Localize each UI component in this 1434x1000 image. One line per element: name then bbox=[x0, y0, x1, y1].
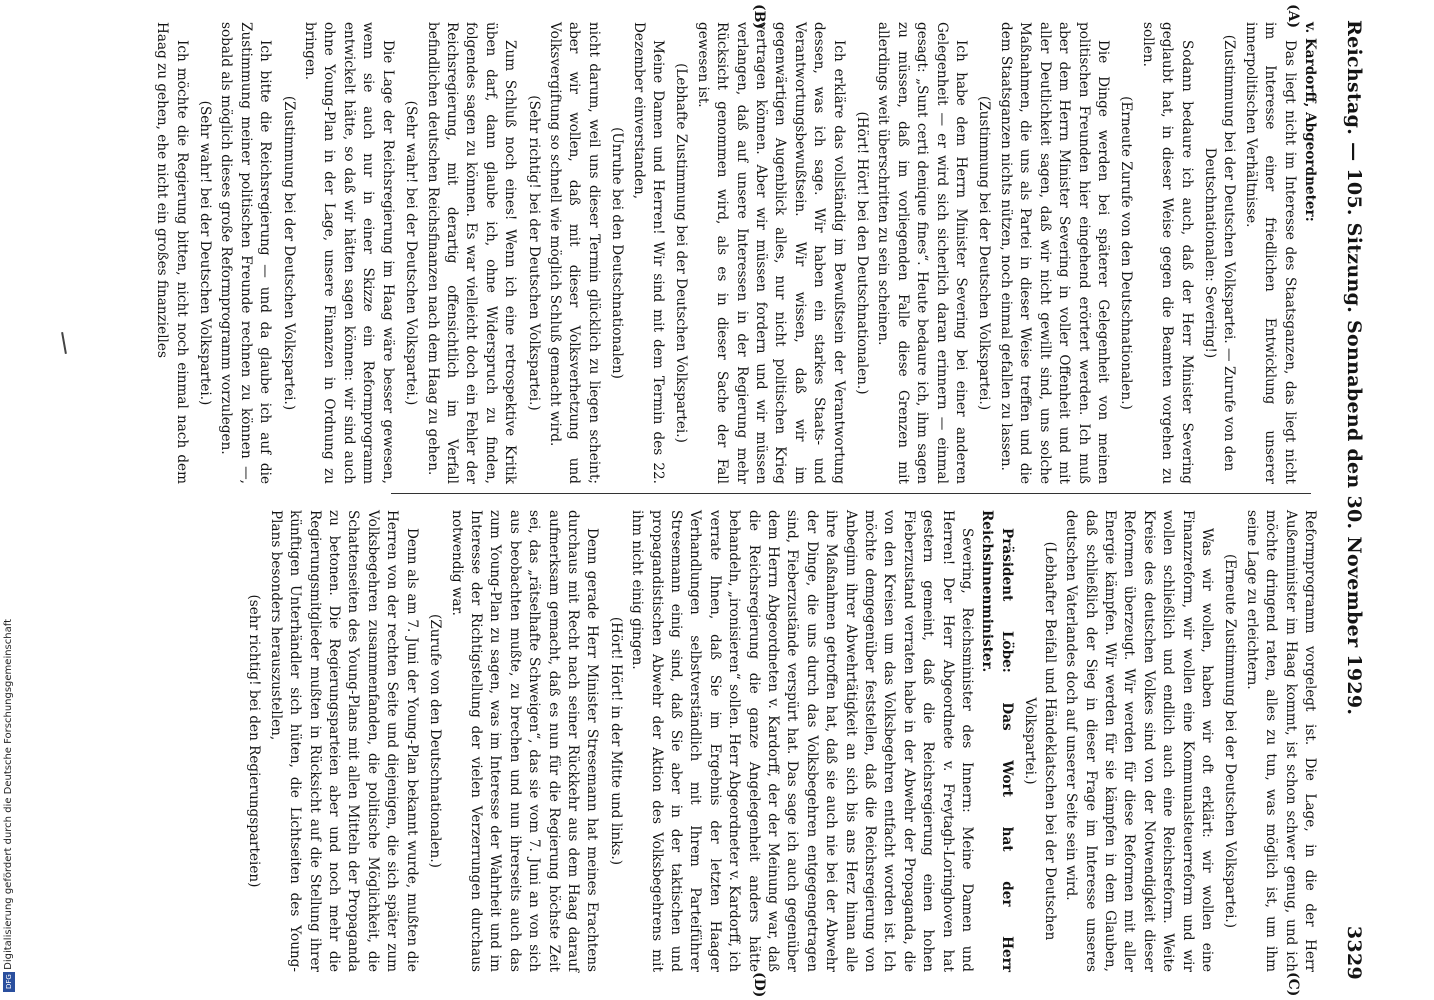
paragraph: Reformprogramm vorgelegt ist. Die Lage, in die der Herr Außenminister im Haag kommt, ist schon schwer genug, und ich möchte dringend raten, alles zu tun, was möglich ist, um ihm seine Lage zu erleichtern. bbox=[1243, 510, 1318, 972]
interjection: (Zustimmung bei der Deutschen Volkspartei.) bbox=[976, 95, 993, 411]
interjection: (Zustimmung bei der Deutschen Volkspartei.) bbox=[280, 95, 297, 411]
interjection: (Zustimmung bei der Deutschen Volkspartei. — Zurufe von den Deutschnationalen: Severing!) bbox=[1201, 34, 1238, 472]
interjection: (Lebhafte Zustimmung bei der Deutschen Volkspartei.) bbox=[673, 63, 690, 443]
paragraph: Die Lage der Reichsregierung im Haag wäre besser gewesen, wenn sie auch nur in einer Skizze ein Reformprogramm entwickelt hätte, so daß wir hätten sagen können: wir sind auch ohne Young-Plan in der Lage, unsere Finanzen in Ordnung zu bringen. bbox=[302, 22, 396, 484]
column-divider bbox=[391, 493, 1311, 494]
dfg-logo: DFG bbox=[3, 972, 15, 992]
speaker-line: v. Kardorff, Abgeordneter: bbox=[1302, 22, 1318, 222]
paragraph: Die Dinge werden bei späterer Gelegenheit von meinen politischen Freunden hier eingehend erörtert werden. Ich muß aber dem Herrn Minister Severing in voller Offenheit und mit aller Deutlichkeit sagen, daß wir nicht gewillt sind, uns solche Maßnahmen, die uns als Partei in dieser Weise treffen und die dem Staatsganzen nichts nützen, noch einmal gefallen zu lassen. bbox=[997, 22, 1111, 484]
paragraph: Ich erkläre das vollständig im Bewußtsein der Verantwortung dessen, was ich sage. Wir haben ein starkes Staats- und Verantwortungsbewußtsein. Wir wissen, daß wir im gegenwärtigen Augenblick alles, nur nicht politischen Krieg vertragen können. Aber wir müssen fordern und wir müssen verlangen, daß auf unsere Interessen in der Regierung mehr Rücksicht genommen wird, als es in dieser Sache der Fall gewesen ist. bbox=[694, 22, 847, 484]
digitization-strip bbox=[0, 604, 18, 1000]
margin-marker-b: (B) bbox=[751, 4, 767, 30]
paragraph: Meine Damen und Herren! Wir sind mit dem Termin des 22. Dezember einverstanden, bbox=[630, 22, 666, 484]
interjection: (Sehr wahr! bei der Deutschen Volkspartei.) bbox=[197, 100, 214, 406]
running-title: Reichstag. — 105. Sitzung. Sonnabend den 30. November 1929. bbox=[1343, 20, 1365, 716]
paragraph: nicht darum, weil uns dieser Termin glücklich zu liegen scheint; aber wir wollen, daß mit dieser Volksverhetzung und Volksvergiftung so schnell wie möglich Schluß gemacht wird. bbox=[546, 22, 602, 484]
interjection: (Zurufe von den Deutschnationalen.) bbox=[427, 614, 444, 868]
paragraph: Das liegt nicht im Interesse des Staatsganzen, das liegt nicht im Interesse einer friedlichen Entwicklung unserer innerpolitischen Verhältnisse. bbox=[1242, 22, 1298, 484]
interjection: (Hört! Hört! bei den Deutschnationalen.) bbox=[854, 111, 871, 395]
interjection: (Unruhe bei den Deutschnationalen) bbox=[609, 127, 626, 379]
rotated-document-page bbox=[137, 0, 1377, 1000]
interjection: (sehr richtig! bei den Regierungsparteien) bbox=[246, 594, 263, 888]
interjection: (Lebhafter Beifall und Händeklatschen bei der Deutschen Volkspartei.) bbox=[1022, 541, 1058, 941]
margin-marker-d: (D) bbox=[751, 972, 767, 998]
right-column bbox=[240, 510, 1319, 972]
page-number: 3329 bbox=[1343, 925, 1365, 980]
page-header bbox=[1335, 20, 1365, 980]
paragraph: Was wir wollen, haben wir oft erklärt: wir wollen eine Finanzreform, wir wollen eine Kommunalsteuerreform und wir wollen schließlich und endlich auch eine Reichsreform. Weite Kreise des deutschen Volkes sind von der Notwendigkeit dieser Reformen überzeugt. Wir werden für diese Reformen mit aller Energie kämpfen. Wir werden für sie kämpfen in dem Glauben, daß schließlich der Sieg in dieser Frage im Interesse unseres deutschen Vaterlandes doch auf unserer Seite sein wird. bbox=[1063, 510, 1215, 972]
paragraph: Denn als am 7. Juni der Young-Plan bekannt wurde, mußten die Herren von der rechten Seite und diejenigen, die sich später zum Volksbegehren zusammenfanden, die politische Möglichkeit, die Schattenseiten des Young-Plans mit allen Mitteln der Propaganda zu betonen. Die Regierungsparteien aber und noch mehr die Regierungsmitglieder mußten in Rücksicht auf die Stellung ihrer künftigen Unterhändler sich hüten, die Lichtseiten des Young-Plans besonders herauszustellen, bbox=[267, 510, 420, 972]
paragraph: Ich möchte die Regierung bitten, nicht noch einmal nach dem Haag zu gehen, ehe nicht ein großes finanzielles bbox=[154, 22, 190, 484]
paragraph: Severing, Reichsminister des Innern: Meine Damen und Herren! Der Herr Abgeordnete v. Freytagh-Loringhoven hat gestern gemeint, daß die Reichsregierung einen hohen Fieberzustand verraten habe in der Abwehr der Propaganda, die von den Kreisen um das Volksbegehren entfacht worden ist. Ich möchte demgegenüber feststellen, daß die Reichsregierung von Anbeginn ihrer Abwehrtätigkeit an sich bis ans Herz hinan alle ihre Maßnahmen getroffen hat, daß sie auch nie bei der Abwehr der Dinge, die uns durch das Volksbegehren entgegengetragen sind, Fieberzustände verspürt hat. Das sage ich auch gegenüber dem Herrn Abgeordneten v. Kardorff, der der Meinung war, daß die Reichsregierung die ganze Angelegenheit anders hätte behandeln, „ironisieren“ sollen. Herr Abgeordneter v. Kardorff, ich verrate Ihnen, daß Sie im Ergebnis der letzten Haager Verhandlungen selbstverständlich mit Ihrem Parteiführer Stresemann einig sind, daß Sie aber in der taktischen und propagandistischen Abwehr der Aktion des Volksbegehrens mit ihm nicht einig gingen. bbox=[629, 510, 976, 972]
paragraph: Sodann bedaure ich auch, daß der Herr Minister Severing geglaubt hat, in dieser Weise gegen die Beamten vorgehen zu sollen. bbox=[1139, 22, 1195, 484]
left-column bbox=[151, 22, 1319, 484]
interjection: (Hört! Hört! in der Mitte und links.) bbox=[607, 616, 624, 866]
paragraph: Zum Schluß noch eines! Wenn ich eine retrospektive Kritik üben darf, dann glaube ich, ohne Widerspruch zu finden, folgendes sagen zu können. Es war vielleicht doch ein Fehler der Reichsregierung, mit derartig offensichtlich im Verfall befindlichen deutschen Reichsfinanzen nach dem Haag zu gehen. bbox=[424, 22, 519, 484]
margin-marker-c: (C) bbox=[1285, 972, 1301, 997]
paragraph: Ich habe dem Herrn Minister Severing bei einer anderen Gelegenheit — er wird sich sicherlich daran erinnern — einmal gesagt: „Sunt certi denique fines“. Heute bedaure ich, ihm sagen zu müssen, daß im vorliegenden Falle diese Grenzen mit allerdings weit überschritten zu sein scheinen. bbox=[875, 22, 970, 484]
speaker-line: Präsident Löbe: Das Wort hat der Herr Reichsinnenminister. bbox=[979, 510, 1015, 972]
interjection: (Sehr richtig! bei der Deutschen Volkspartei.) bbox=[525, 95, 542, 411]
digitization-note: Digitalisierung gefördert durch die Deutsche Forschungsgemeinschaft bbox=[3, 619, 14, 970]
paragraph: Denn gerade Herr Minister Stresemann hat meines Erachtens durchaus mit Recht nach seiner Rückkehr aus dem Haag darauf aufmerksam gemacht, daß es nun für die Regierung höchste Zeit sei, das „rätselhafte Schweigen“, das sie vom 7. Juni an von sich aus beobachten mußte, zu brechen und nun ihrerseits auch das zum Young-Plan zu sagen, was im Interesse der Wahrheit und im Interesse der Richtigstellung der vielen Verzerrungen durchaus notwendig war. bbox=[448, 510, 601, 972]
paragraph: Ich bitte die Reichsregierung — und da glaube ich auf die Zustimmung meiner politischen Freunde rechnen zu können —, sobald als möglich dieses große Reformprogramm vorzulegen. bbox=[218, 22, 274, 484]
interjection: (Erneute Zustimmung bei der Deutschen Volkspartei.) bbox=[1222, 553, 1239, 929]
margin-marker-a: (A) bbox=[1285, 4, 1301, 29]
interjection: (Sehr wahr! bei der Deutschen Volkspartei.) bbox=[403, 100, 420, 406]
scan-mark bbox=[61, 332, 67, 354]
interjection: (Erneute Zurufe von den Deutschnationalen.) bbox=[1118, 96, 1135, 410]
